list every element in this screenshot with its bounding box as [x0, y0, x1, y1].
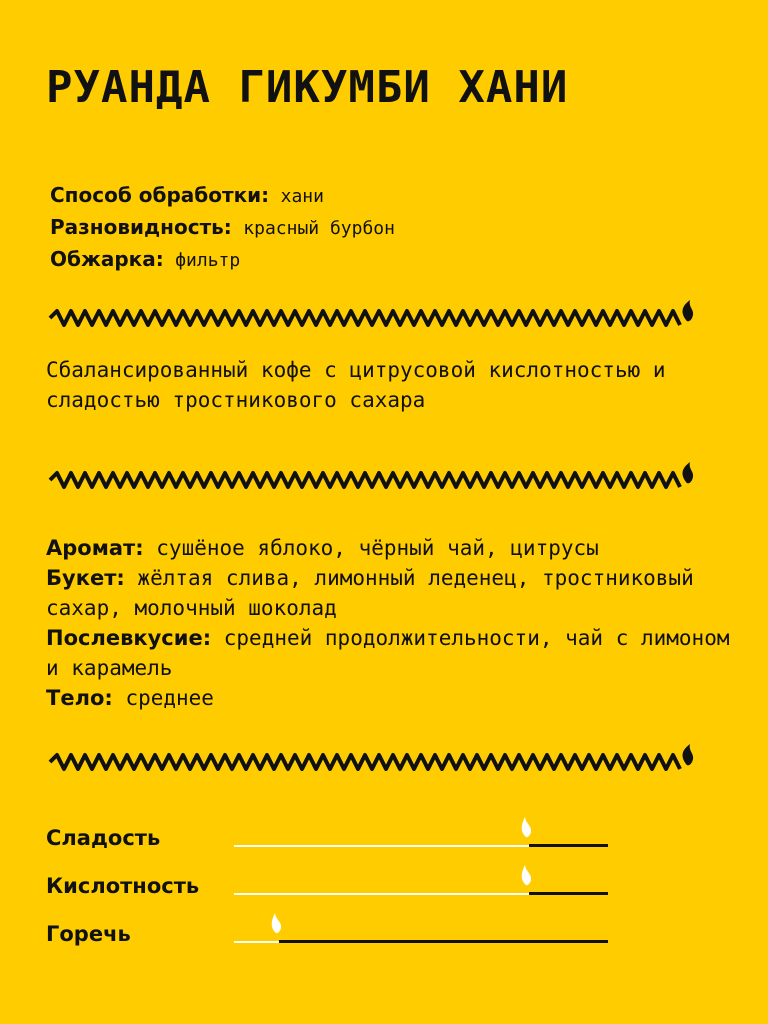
scale-fill [234, 845, 529, 847]
zigzag-line [50, 311, 680, 325]
spec-row-roast [50, 244, 395, 276]
scale-label: Кислотность [46, 874, 200, 898]
profile-label: Тело: [46, 686, 113, 710]
flame-marker-icon [269, 912, 283, 934]
spec-value: хани [280, 186, 324, 207]
scale-track [234, 844, 608, 848]
profile-bouquet [46, 563, 746, 623]
spec-label: Способ обработки: [50, 183, 270, 207]
zigzag-divider-icon [46, 462, 706, 502]
flame-icon [683, 300, 694, 321]
profile-value: среднее [125, 686, 214, 710]
scale-label: Горечь [46, 922, 131, 946]
profile-label: Букет: [46, 566, 125, 590]
scale-acidity [46, 870, 646, 918]
page-title: РУАНДА ГИКУМБИ ХАНИ [46, 62, 569, 113]
flame-icon [683, 744, 694, 765]
scale-fill [234, 893, 529, 895]
spec-row-variety [50, 212, 395, 244]
zigzag-line [50, 473, 680, 487]
scale-sweetness [46, 822, 646, 870]
scale-label: Сладость [46, 826, 161, 850]
scale-fill [234, 941, 279, 943]
profile-aroma [46, 533, 746, 563]
flame-marker-icon [519, 864, 533, 886]
scale-track [234, 892, 608, 896]
profile-value: средней продолжительности, чай с лимоном и карамель [46, 626, 730, 680]
scale-rest [529, 892, 608, 895]
flavor-profile [46, 533, 746, 713]
profile-label: Аромат: [46, 536, 144, 560]
spec-label: Обжарка: [50, 247, 164, 271]
scale-track [234, 940, 608, 944]
profile-body [46, 683, 746, 713]
scale-rest [279, 940, 608, 943]
scale-bitterness [46, 918, 646, 966]
taste-scales [46, 822, 646, 966]
specs-block [50, 180, 395, 276]
profile-label: Послевкусие: [46, 626, 212, 650]
scale-rest [529, 844, 608, 847]
zigzag-line [50, 755, 680, 769]
flame-icon [683, 462, 694, 483]
spec-value: фильтр [175, 250, 241, 271]
spec-row-process [50, 180, 395, 212]
flame-marker-icon [519, 816, 533, 838]
zigzag-divider-icon [46, 300, 706, 340]
spec-label: Разновидность: [50, 215, 232, 239]
zigzag-divider-icon [46, 744, 706, 784]
profile-value: жёлтая слива, лимонный леденец, тростниковый сахар, молочный шоколад [46, 566, 694, 620]
description: Сбалансированный кофе с цитрусовой кислотностью и сладостью тростникового сахара [46, 358, 666, 412]
spec-value: красный бурбон [243, 218, 395, 239]
profile-value: сушёное яблоко, чёрный чай, цитрусы [156, 536, 599, 560]
profile-aftertaste [46, 623, 746, 683]
